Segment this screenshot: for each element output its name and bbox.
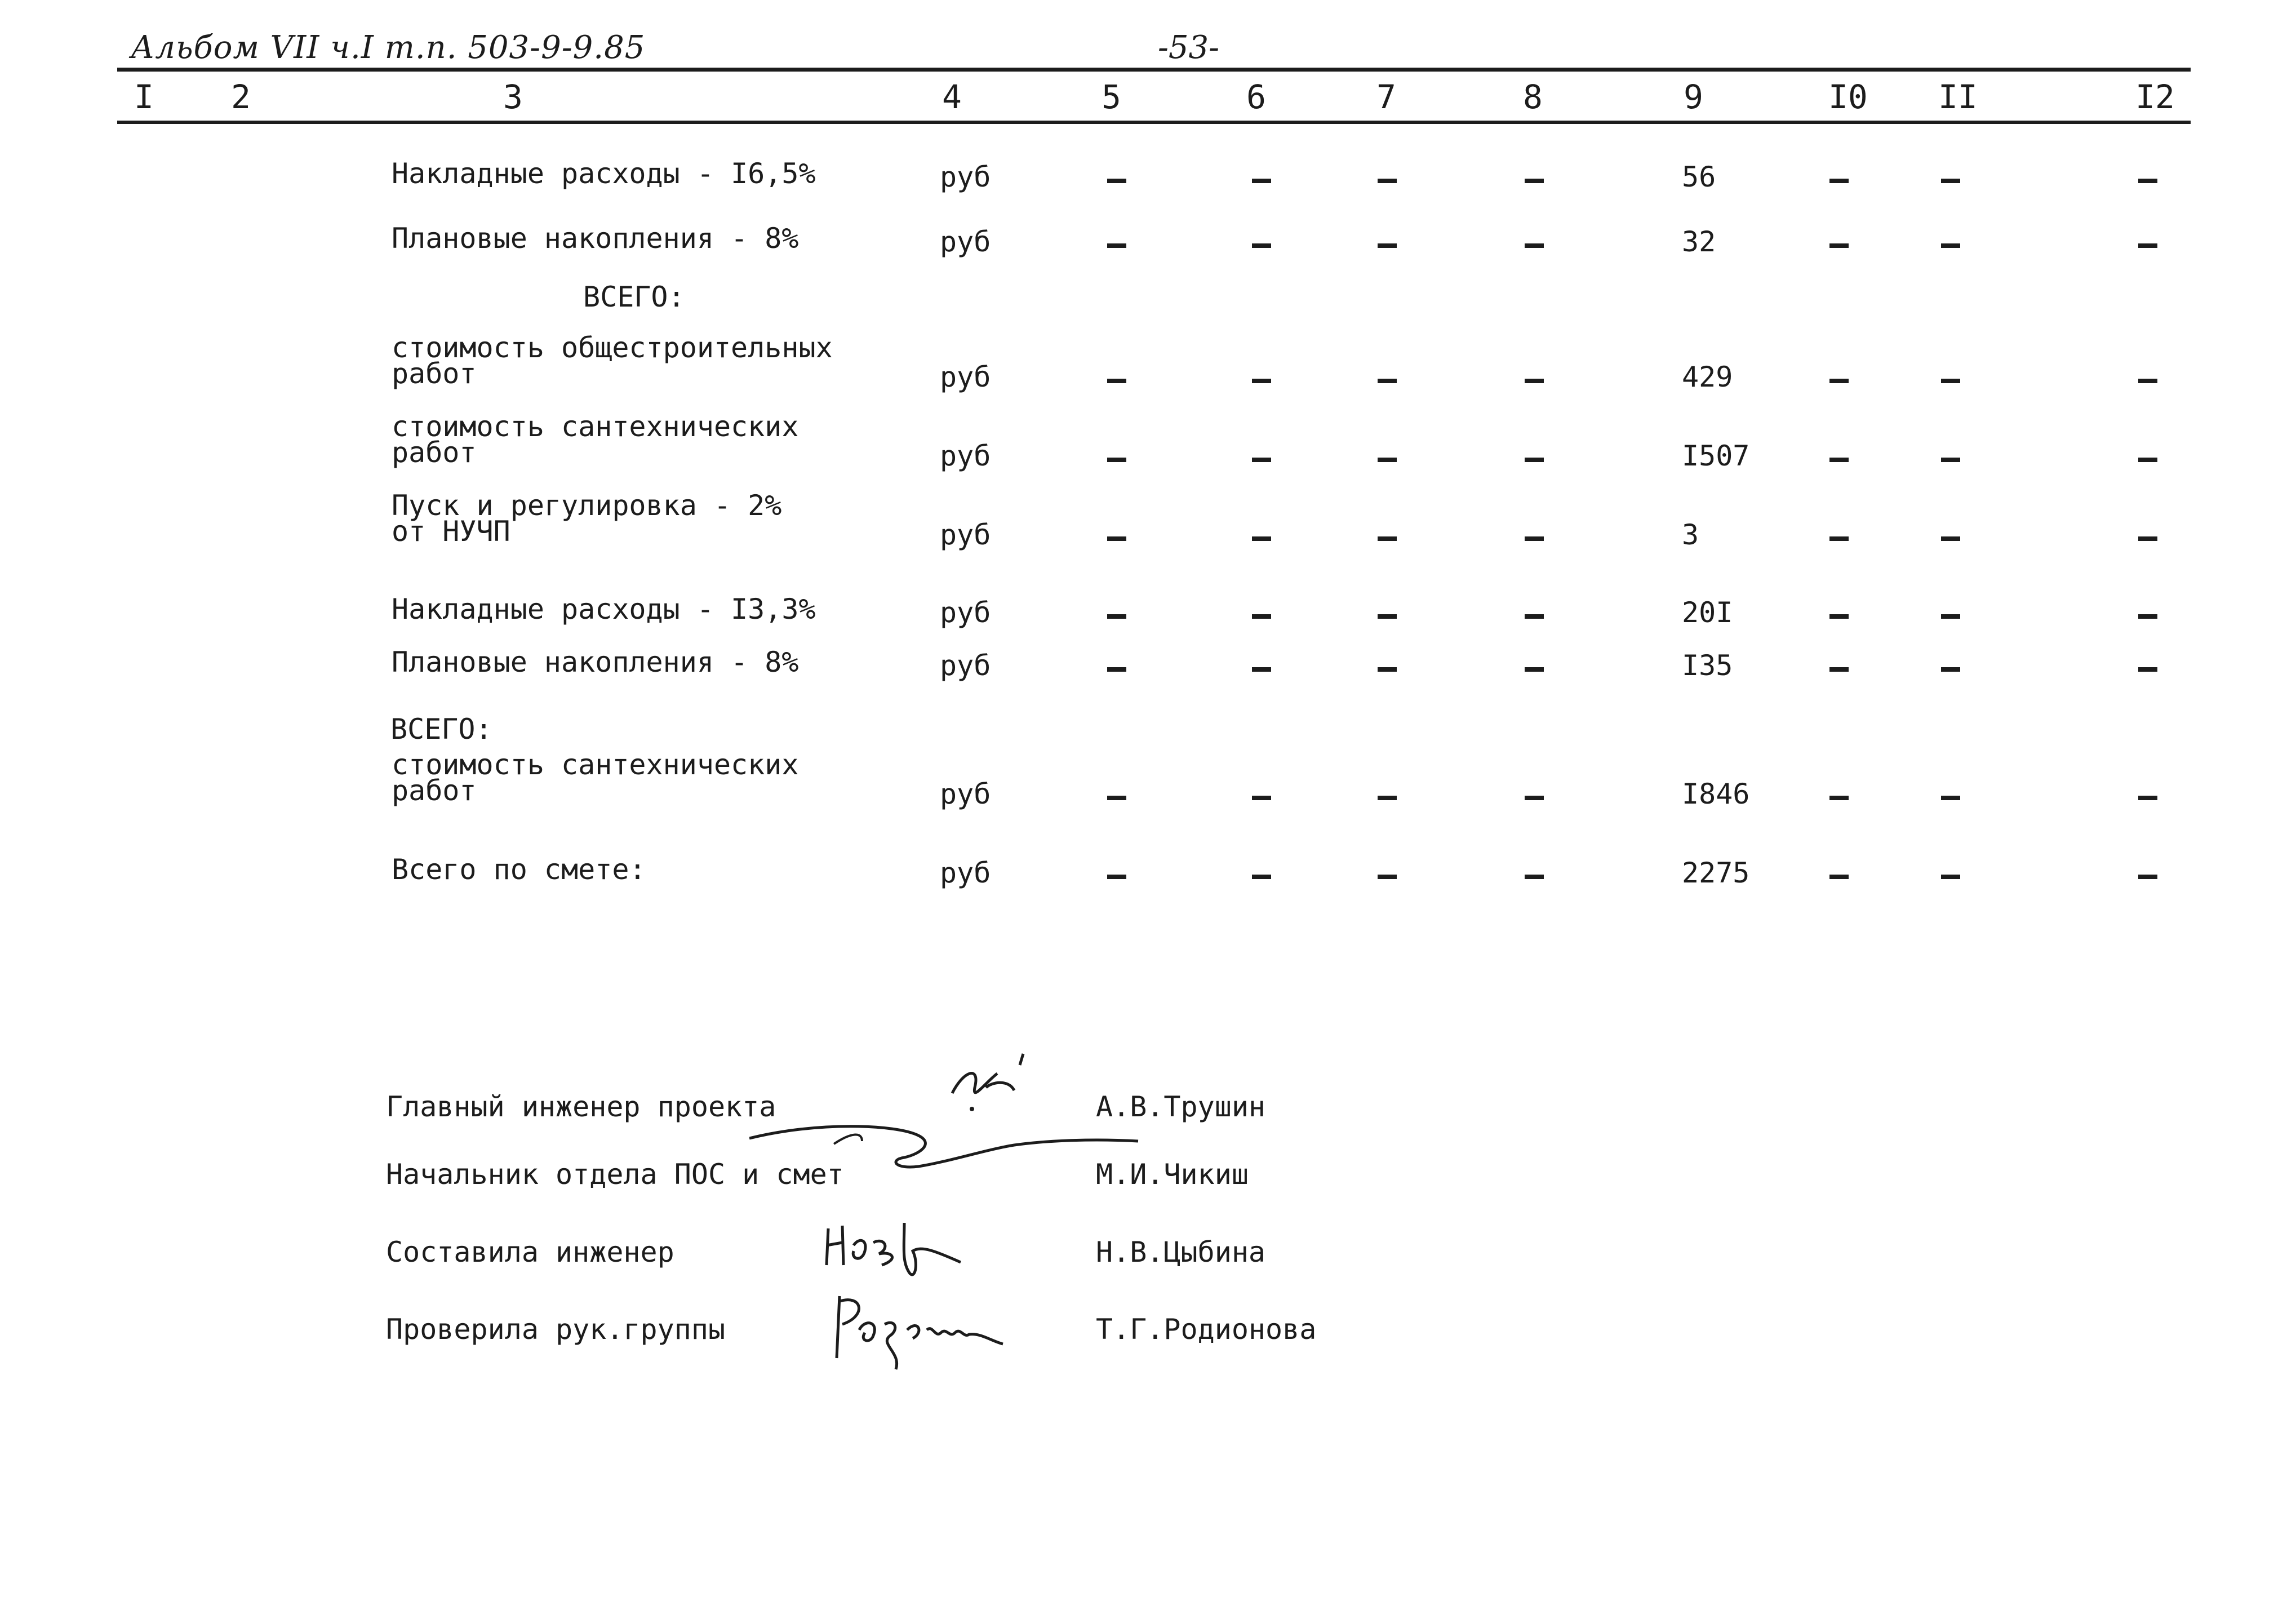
row-unit: руб xyxy=(940,361,991,393)
row-description-line: работ xyxy=(392,774,477,807)
subtotal-heading: ВСЕГО: xyxy=(583,281,685,313)
empty-cell-dash xyxy=(1107,458,1126,462)
row-description-line: от НУЧП xyxy=(392,515,510,548)
empty-cell-dash xyxy=(2138,379,2157,383)
row-unit: руб xyxy=(940,596,991,629)
column-number-3: 3 xyxy=(503,78,523,116)
empty-cell-dash xyxy=(1829,536,1849,541)
header-bottom-rule xyxy=(117,121,2191,124)
empty-cell-dash xyxy=(2138,875,2157,879)
row-description xyxy=(392,157,816,190)
empty-cell-dash xyxy=(1829,875,1849,879)
empty-cell-dash xyxy=(1525,614,1544,619)
empty-cell-dash xyxy=(1829,796,1849,800)
handwritten-signature-group-lead xyxy=(828,1290,1009,1375)
row-value-col9: 20I xyxy=(1682,596,1733,629)
empty-cell-dash xyxy=(1829,379,1849,383)
row-description xyxy=(392,331,833,390)
row-description xyxy=(392,410,799,469)
page-number: -53- xyxy=(1158,29,1220,66)
column-number-1: I xyxy=(134,78,154,116)
column-number-2: 2 xyxy=(231,78,251,116)
empty-cell-dash xyxy=(2138,614,2157,619)
empty-cell-dash xyxy=(1525,667,1544,672)
empty-cell-dash xyxy=(1252,875,1271,879)
empty-cell-dash xyxy=(1378,614,1397,619)
empty-cell-dash xyxy=(1378,536,1397,541)
row-unit: руб xyxy=(940,225,991,258)
row-description-line: Плановые накопления - 8% xyxy=(392,646,799,678)
row-value-col9: 32 xyxy=(1682,225,1716,258)
column-number-5: 5 xyxy=(1102,78,1121,116)
row-description-line: Плановые накопления - 8% xyxy=(392,222,799,255)
signature-name: Т.Г.Родионова xyxy=(1096,1313,1317,1346)
row-description-line: работ xyxy=(392,436,477,469)
empty-cell-dash xyxy=(2138,458,2157,462)
empty-cell-dash xyxy=(1252,458,1271,462)
empty-cell-dash xyxy=(1941,667,1960,672)
empty-cell-dash xyxy=(1107,243,1126,248)
empty-cell-dash xyxy=(1107,796,1126,800)
row-description xyxy=(392,748,799,807)
empty-cell-dash xyxy=(1378,243,1397,248)
row-description-line: Всего по смете: xyxy=(392,853,646,886)
row-description-line: стоимость сантехнических xyxy=(392,410,799,443)
row-description-line: Пуск и регулировка - 2% xyxy=(392,489,782,522)
empty-cell-dash xyxy=(1829,667,1849,672)
empty-cell-dash xyxy=(1829,614,1849,619)
row-description-line: работ xyxy=(392,357,477,390)
empty-cell-dash xyxy=(1252,536,1271,541)
empty-cell-dash xyxy=(1107,667,1126,672)
subtotal-heading: ВСЕГО: xyxy=(390,713,492,746)
row-value-col9: 2275 xyxy=(1682,857,1750,889)
row-description-line: стоимость сантехнических xyxy=(392,748,799,781)
column-number-8: 8 xyxy=(1523,78,1543,116)
empty-cell-dash xyxy=(1107,614,1126,619)
signature-name: А.В.Трушин xyxy=(1096,1090,1266,1123)
row-unit: руб xyxy=(940,857,991,889)
row-unit: руб xyxy=(940,518,991,551)
empty-cell-dash xyxy=(1107,875,1126,879)
empty-cell-dash xyxy=(1525,536,1544,541)
row-value-col9: I846 xyxy=(1682,778,1750,810)
empty-cell-dash xyxy=(2138,243,2157,248)
signature-name: Н.В.Цыбина xyxy=(1096,1236,1266,1268)
row-value-col9: 56 xyxy=(1682,161,1716,193)
empty-cell-dash xyxy=(2138,796,2157,800)
row-value-col9: 3 xyxy=(1682,518,1699,551)
empty-cell-dash xyxy=(1941,796,1960,800)
album-reference: Альбом VII ч.I т.п. 503-9-9.85 xyxy=(131,29,646,66)
signature-name: М.И.Чикиш xyxy=(1096,1158,1249,1191)
empty-cell-dash xyxy=(1525,875,1544,879)
signature-role: Составила инженер xyxy=(386,1236,674,1268)
empty-cell-dash xyxy=(1378,875,1397,879)
empty-cell-dash xyxy=(2138,179,2157,183)
row-unit: руб xyxy=(940,778,991,810)
row-value-col9: I35 xyxy=(1682,649,1733,682)
signature-role: Начальник отдела ПОС и смет xyxy=(386,1158,844,1191)
signature-role: Проверила рук.группы xyxy=(386,1313,726,1346)
empty-cell-dash xyxy=(1378,458,1397,462)
empty-cell-dash xyxy=(1941,179,1960,183)
column-number-9: 9 xyxy=(1684,78,1703,116)
empty-cell-dash xyxy=(2138,667,2157,672)
empty-cell-dash xyxy=(1525,379,1544,383)
row-unit: руб xyxy=(940,161,991,193)
column-number-12: I2 xyxy=(2135,78,2175,116)
empty-cell-dash xyxy=(1252,243,1271,248)
row-description-line: стоимость общестроительных xyxy=(392,331,833,364)
empty-cell-dash xyxy=(1378,379,1397,383)
row-description-line: Накладные расходы - I6,5% xyxy=(392,157,816,190)
empty-cell-dash xyxy=(1378,667,1397,672)
row-description xyxy=(392,222,799,255)
empty-cell-dash xyxy=(1107,536,1126,541)
empty-cell-dash xyxy=(1941,458,1960,462)
column-number-4: 4 xyxy=(942,78,962,116)
empty-cell-dash xyxy=(2138,536,2157,541)
column-number-7: 7 xyxy=(1376,78,1396,116)
empty-cell-dash xyxy=(1941,379,1960,383)
empty-cell-dash xyxy=(1525,796,1544,800)
handwritten-signature-chief-engineer xyxy=(749,1048,1155,1189)
empty-cell-dash xyxy=(1252,379,1271,383)
empty-cell-dash xyxy=(1525,458,1544,462)
empty-cell-dash xyxy=(1941,536,1960,541)
empty-cell-dash xyxy=(1941,243,1960,248)
row-value-col9: I507 xyxy=(1682,440,1750,472)
empty-cell-dash xyxy=(1252,796,1271,800)
column-number-6: 6 xyxy=(1246,78,1266,116)
empty-cell-dash xyxy=(1525,243,1544,248)
row-description xyxy=(392,646,799,678)
empty-cell-dash xyxy=(1252,179,1271,183)
empty-cell-dash xyxy=(1378,796,1397,800)
header-top-rule xyxy=(117,68,2191,72)
empty-cell-dash xyxy=(1525,179,1544,183)
empty-cell-dash xyxy=(1252,614,1271,619)
empty-cell-dash xyxy=(1378,179,1397,183)
column-number-10: I0 xyxy=(1828,78,1868,116)
empty-cell-dash xyxy=(1941,875,1960,879)
empty-cell-dash xyxy=(1829,243,1849,248)
empty-cell-dash xyxy=(1107,379,1126,383)
signature-role: Главный инженер проекта xyxy=(386,1090,776,1123)
row-description xyxy=(392,593,816,626)
row-description xyxy=(392,489,782,548)
empty-cell-dash xyxy=(1829,458,1849,462)
empty-cell-dash xyxy=(1941,614,1960,619)
row-description-line: Накладные расходы - I3,3% xyxy=(392,593,816,626)
handwritten-signature-compiler xyxy=(820,1212,978,1285)
column-number-11: II xyxy=(1938,78,1978,116)
empty-cell-dash xyxy=(1829,179,1849,183)
row-description xyxy=(392,853,646,886)
empty-cell-dash xyxy=(1107,179,1126,183)
row-value-col9: 429 xyxy=(1682,361,1733,393)
empty-cell-dash xyxy=(1252,667,1271,672)
row-unit: руб xyxy=(940,649,991,682)
row-unit: руб xyxy=(940,440,991,472)
